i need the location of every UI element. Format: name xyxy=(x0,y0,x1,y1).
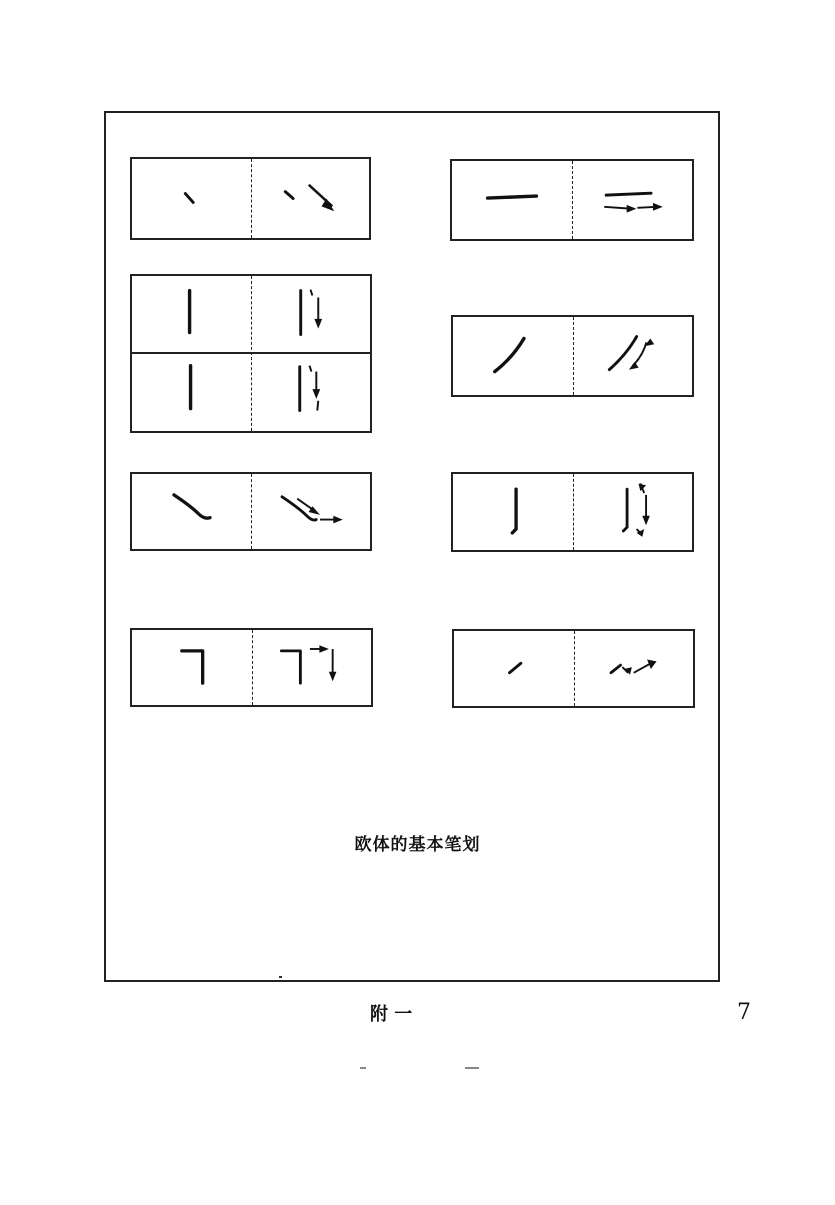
stroke-order-diagram xyxy=(251,474,370,549)
stroke-order-diagram xyxy=(572,161,692,239)
stroke-box-rising xyxy=(452,629,695,708)
stroke-order-diagram xyxy=(574,631,694,706)
stroke-sample xyxy=(454,631,574,706)
stroke-sample xyxy=(132,474,251,549)
stroke-order-diagram xyxy=(573,317,693,395)
stroke-box-horizontal xyxy=(450,159,694,241)
stroke-box-right-falling xyxy=(130,472,372,551)
page-number: 7 xyxy=(737,1000,751,1025)
stroke-box-left-falling xyxy=(451,315,694,397)
stroke-sample xyxy=(453,474,573,550)
stroke-sample xyxy=(132,630,252,705)
stroke-order-diagram xyxy=(252,630,372,705)
stroke-box-dot xyxy=(130,157,371,240)
print-speck xyxy=(360,1067,366,1069)
stroke-box-vertical-short xyxy=(451,472,694,552)
stroke-box-verticals xyxy=(130,274,372,433)
stroke-sample xyxy=(453,317,573,395)
stroke-order-diagram xyxy=(251,159,370,238)
vertical-strokes-drawing xyxy=(132,276,370,431)
stroke-order-diagram xyxy=(573,474,693,550)
print-speck xyxy=(465,1067,479,1069)
print-speck xyxy=(279,976,282,978)
stroke-sample xyxy=(132,159,251,238)
appendix-label: 附 一 xyxy=(370,1004,413,1025)
stroke-sample xyxy=(452,161,572,239)
stroke-box-turn xyxy=(130,628,373,707)
figure-caption: 欧体的基本笔划 xyxy=(354,835,481,855)
